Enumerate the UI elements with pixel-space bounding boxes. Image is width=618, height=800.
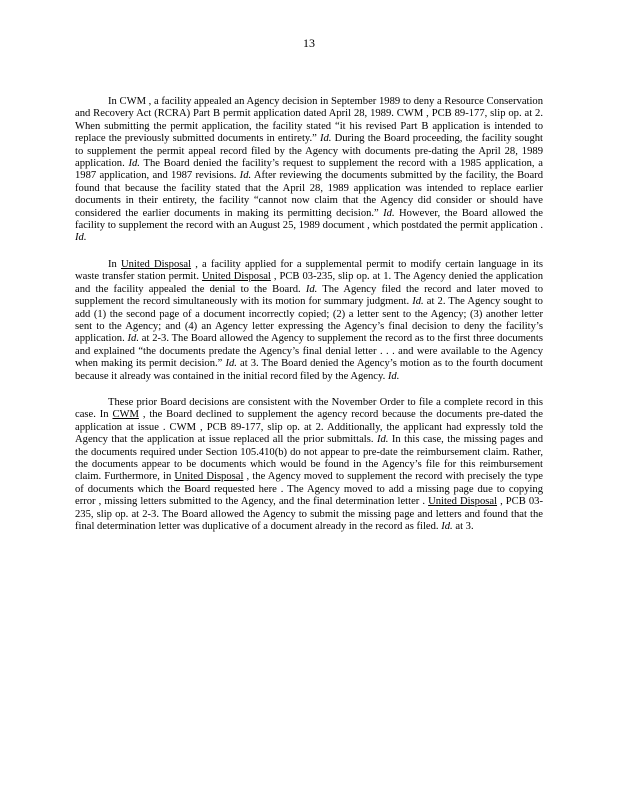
text-run: , the Agency moved to supplement the record with precisely the type of documents which the Board requested here . The Agency moved to add a missing page due to copying error , missing letters submitted to the Agency, and the final determination letter . [75, 471, 544, 508]
text-run: , a facility applied for a supplemental permit to modify certain language in its waste transfer station permit. [75, 258, 543, 283]
text-run: at 2. The Agency sought to add (1) the second page of a document incorrectly copied; (2) a letter sent to the Agency; (3) another letter sent to the Agency; and (4) an Agency letter expressing the Agency’s final decision to deny the facility’s application. [75, 296, 543, 345]
id-citation: Id. [305, 283, 318, 295]
id-citation: Id. [127, 333, 139, 345]
text-run: These prior Board decisions are consistent with the November Order to file a complete record in this case. In [75, 396, 543, 421]
text-run: The Board denied the facility’s request to supplement the record with a 1985 application, a 1987 application, and 1987 revisions. [75, 158, 544, 182]
document-body [75, 96, 543, 533]
text-run: In this case, the missing pages and the documents required under Section 105.410(b) do not appear to pre-date the reimbursement claim. Rather, the documents appear to be documents which would be found in the Agency’s file for this reimbursement claim. Furthermore, in [75, 434, 543, 483]
id-citation: Id. [128, 158, 140, 170]
text-run: , PCB 03-235, slip op. at 2-3. The Board allowed the Agency to submit the missing page and letters and found that the final determination letter was duplicative of a document already in the record as filed. [75, 496, 543, 532]
case-citation: United Disposal [120, 258, 192, 270]
id-citation: Id. [441, 521, 453, 532]
text-run: at 3. The Board denied the Agency’s motion as to the fourth document because it already was contained in the initial record filed by the Agency. [75, 358, 543, 382]
text-run: During the Board proceeding, the facility sought to supplement the permit appeal record filed by the Agency with documents pre-dating the April 28, 1989 application. [75, 133, 543, 170]
text-run: at 2-3. The Board allowed the Agency to supplement the record as to the first three documents and explained “the documents predate the Agency’s final denial letter . . . and were available to the Agency when making its permit decision.” [75, 333, 543, 370]
case-citation: United Disposal [428, 496, 498, 508]
id-citation: Id. [376, 434, 389, 446]
id-citation: Id. [412, 296, 424, 308]
text-run: In CWM , a facility appealed an Agency decision in September 1989 to deny a Resource Conservation and Recovery Act (RCRA) Part B permit application dated April 28, 1989. CWM , PCB 89-177, slip op. at 2. When submitting the permit application, the facility stated “it his revised Part B application is intended to replace the previously submitted documents in entirety.” [75, 96, 543, 145]
text-run: , PCB 03-235, slip op. at 1. The Agency denied the application and the facility appealed the denial to the Board. [75, 271, 544, 295]
text-run: After reviewing the documents submitted by the facility, the Board found that because the facility stated that the April 28, 1989 application was intended to replace earlier documents in their entirety, the facility “cannot now claim that the Agency did consider or should have considered the earlier documents in making its permitting decision.” [75, 170, 543, 219]
text-run: However, the Board allowed the facility to supplement the record with an August 25, 1989 document , which postdated the permit application . [75, 207, 543, 232]
case-citation: United Disposal [174, 471, 244, 483]
text-run: at 3. [452, 521, 474, 532]
id-citation: Id. [75, 232, 87, 244]
id-citation: Id. [239, 170, 252, 182]
id-citation: Id. [383, 207, 395, 219]
text-run: In [108, 258, 121, 270]
paragraph [75, 397, 543, 533]
case-citation: CWM [112, 409, 139, 421]
page-number: 13 [303, 36, 315, 50]
paragraph [75, 259, 543, 383]
text-run: , the Board declined to supplement the agency record because the documents pre-dated the application at issue . CWM , PCB 89-177, slip op. at 2. Additionally, the applicant had expressly told the Agency that the application at issue replaced all the prior submittals. [75, 409, 543, 446]
case-citation: United Disposal [201, 271, 271, 283]
id-citation: Id. [319, 133, 332, 145]
paragraph [75, 96, 543, 245]
text-run: The Agency filed the record and later moved to supplement the record simultaneously with its motion for summary judgment. [75, 283, 544, 308]
id-citation: Id. [387, 370, 400, 382]
id-citation: Id. [225, 358, 237, 370]
